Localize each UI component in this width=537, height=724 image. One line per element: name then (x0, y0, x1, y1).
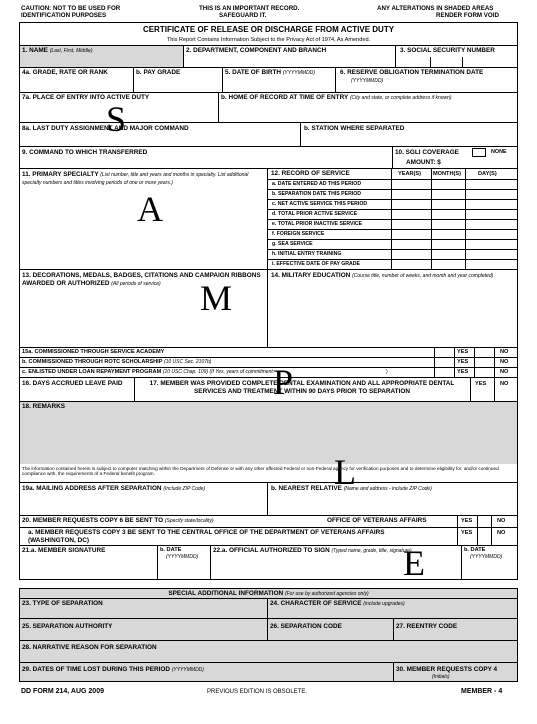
time-lost-label: 29. DATES OF TIME LOST DURING THIS PERIOD (YYYYMMDD) (22, 666, 204, 673)
copy4-label: 30. MEMBER REQUESTS COPY 4 (396, 666, 498, 673)
reentry-code-label: 27. REENTRY CODE (396, 623, 458, 630)
copy6-label: 20. MEMBER REQUESTS COPY 6 BE SENT TO (Specify state/locality) (22, 517, 214, 524)
reserve-obligation-label: 6. RESERVE OBLIGATION TERMINATION DATE (340, 69, 484, 76)
watermark-letter-p: P (273, 362, 294, 402)
narrative-reason-label: 28. NARRATIVE REASON FOR SEPARATION (22, 644, 157, 651)
separation-authority-label: 25. SEPARATION AUTHORITY (22, 623, 113, 630)
form-title: CERTIFICATE OF RELEASE OR DISCHARGE FROM ACTIVE DUTY (142, 25, 395, 34)
watermark-letter-e: E (403, 543, 425, 583)
rotc-yes[interactable]: YES (457, 359, 469, 365)
service-academy-label: 15a. COMMISSIONED THROUGH SERVICE ACADEMY (22, 349, 165, 355)
service-row-a: a. DATE ENTERED AD THIS PERIOD (272, 181, 362, 187)
loan-yes[interactable]: YES (457, 369, 469, 375)
loan-no[interactable]: NO (500, 369, 509, 375)
dental-label: 17. MEMBER WAS PROVIDED COMPLETE DENTAL EXAMINATION AND ALL APPROPRIATE DENTAL SERVICES AND TREATMENT WITHIN 90 DAYS PRIOR TO SEPARATION (149, 380, 455, 396)
dental-no[interactable]: NO (500, 381, 509, 387)
caution-text: CAUTION: NOT TO BE USED FOR (21, 5, 121, 12)
service-row-b: b. SEPARATION DATE THIS PERIOD (272, 191, 362, 197)
days-col-header: DAY(S) (478, 171, 497, 177)
office-va-label: OFFICE OF VETERANS AFFAIRS (327, 517, 427, 524)
member-date-hint: (YYYYMMDD) (166, 554, 199, 560)
copy3-no[interactable]: NO (497, 530, 506, 536)
watermark-letter-l: L (334, 452, 356, 492)
sgli-label: 10. SGLI COVERAGE (395, 149, 459, 156)
type-separation-label: 23. TYPE OF SEPARATION (22, 600, 103, 607)
copy6-yes[interactable]: YES (461, 518, 473, 524)
render-void-text: RENDER FORM VOID (436, 12, 499, 19)
copy4-hint: (Initials) (432, 674, 450, 680)
copy3-yes[interactable]: YES (461, 530, 473, 536)
name-label: 1. NAME (Last, First, Middle) (22, 47, 93, 54)
ssn-label: 3. SOCIAL SECURITY NUMBER (400, 47, 495, 54)
obsolete-note: PREVIOUS EDITION IS OBSOLETE. (207, 689, 308, 695)
mailing-address-label: 19a. MAILING ADDRESS AFTER SEPARATION (Include ZIP Code) (22, 485, 206, 492)
special-info-header: SPECIAL ADDITIONAL INFORMATION (For use by authorized agencies only) (168, 590, 369, 597)
service-row-e: e. TOTAL PRIOR INACTIVE SERVICE (272, 221, 363, 227)
academy-yes[interactable]: YES (457, 349, 469, 355)
separation-code-label: 26. SEPARATION CODE (270, 623, 342, 630)
nearest-relative-label: b. NEAREST RELATIVE (Name and address - include ZIP Code) (271, 485, 432, 492)
sgli-none-checkbox[interactable] (472, 148, 486, 157)
copy-designation: MEMBER - 4 (461, 688, 503, 695)
academy-no[interactable]: NO (500, 349, 509, 355)
watermark-letter-m: M (200, 278, 233, 318)
dob-label: 5. DATE OF BIRTH (YYYYMMDD) (225, 69, 315, 76)
service-row-i: i. EFFECTIVE DATE OF PAY GRADE (272, 261, 361, 267)
months-col-header: MONTH(S) (433, 171, 461, 177)
reserve-obligation-hint: (YYYYMMDD) (351, 78, 384, 84)
rotc-label: b. COMMISSIONED THROUGH ROTC SCHOLARSHIP (10 USC Sec. 2107b) (22, 359, 212, 365)
remarks-label: 18. REMARKS (22, 403, 65, 410)
remarks-shade (20, 402, 517, 464)
loan-repayment-label: c. ENLISTED UNDER LOAN REPAYMENT PROGRAM (10 USC Chap. 109) (If Yes, years of commitment: (22, 369, 275, 375)
last-duty-label: 8a. LAST DUTY ASSIGNMENT AND MAJOR COMMAND (22, 125, 189, 132)
privacy-statement: This Report Contains Information Subject to the Privacy Act of 1974, As Amended. (166, 37, 371, 43)
member-signature-label: 21.a. MEMBER SIGNATURE (22, 547, 106, 554)
pay-grade-label: b. PAY GRADE (136, 69, 181, 76)
loan-repayment-close: ) (386, 369, 388, 375)
service-row-d: d. TOTAL PRIOR ACTIVE SERVICE (272, 211, 358, 217)
official-date-label: b. DATE (464, 547, 486, 553)
grade-label: 4a. GRADE, RATE OR RANK (22, 69, 108, 76)
alterations-text: ANY ALTERATIONS IN SHADED AREAS (377, 5, 494, 12)
service-row-c: c. NET ACTIVE SERVICE THIS PERIOD (272, 201, 368, 207)
form-number: DD FORM 214, AUG 2009 (21, 688, 104, 695)
station-separated-label: b. STATION WHERE SEPARATED (304, 125, 405, 132)
sgli-none-label: NONE (491, 149, 507, 155)
command-transferred-label: 9. COMMAND TO WHICH TRANSFERRED (22, 149, 148, 156)
watermark-letter-a: A (137, 189, 163, 229)
rotc-no[interactable]: NO (500, 359, 509, 365)
service-row-f: f. FOREIGN SERVICE (272, 231, 325, 237)
days-accrued-label: 16. DAYS ACCRUED LEAVE PAID (22, 380, 123, 387)
decorations-label: 13. DECORATIONS, MEDALS, BADGES, CITATIONS AND CAMPAIGN RIBBONS AWARDED OR AUTHORIZED (All periods of service) (22, 272, 261, 288)
home-of-record-label: b. HOME OF RECORD AT TIME OF ENTRY (City and state, or complete address if known) (221, 94, 452, 101)
record-of-service-label: 12. RECORD OF SERVICE (271, 170, 350, 177)
service-row-h: h. INITIAL ENTRY TRAINING (272, 251, 342, 257)
important-record-text: THIS IS AN IMPORTANT RECORD. (199, 5, 300, 12)
copy3-label: a. MEMBER REQUESTS COPY 3 BE SENT TO THE CENTRAL OFFICE OF THE DEPARTMENT OF VETERANS AFFAIRS (WASHINGTON, DC) (28, 529, 385, 544)
department-label: 2. DEPARTMENT, COMPONENT AND BRANCH (186, 47, 327, 54)
sgli-amount-label: AMOUNT: $ (406, 159, 441, 166)
dental-yes[interactable]: YES (475, 381, 487, 387)
years-col-header: YEAR(S) (398, 171, 421, 177)
primary-specialty-label: 11. PRIMARY SPECIALTY (List number, title and years and months in specialty. List additional specialty numbers and titles involving periods of one or more years.) (22, 171, 249, 186)
remarks-footer-text: The information contained herein is subject to computer matching within the Department of Defense or with any other affected Federal or non-Federal agency for verification purposes and to determine eligibility for, and/or continued compliance with, the requirements of a Federal benefit program. (22, 466, 499, 477)
place-of-entry-label: 7a. PLACE OF ENTRY INTO ACTIVE DUTY (22, 94, 150, 101)
watermark-letter-s: S (106, 99, 127, 139)
service-row-g: g. SEA SERVICE (272, 241, 313, 247)
form-frame (19, 22, 518, 583)
copy6-no[interactable]: NO (497, 518, 506, 524)
official-signature-label: 22.a. OFFICIAL AUTHORIZED TO SIGN (Typed name, grade, title, signature) (213, 547, 412, 554)
caution-text-2: IDENTIFICATION PURPOSES (21, 12, 107, 19)
character-service-label: 24. CHARACTER OF SERVICE (include upgrades) (270, 600, 405, 607)
official-date-hint: (YYYYMMDD) (470, 554, 503, 560)
safeguard-text: SAFEGUARD IT. (219, 12, 267, 19)
military-education-label: 14. MILITARY EDUCATION (Course title, number of weeks, and month and year completed) (271, 272, 494, 279)
member-date-label: b. DATE (160, 547, 182, 553)
